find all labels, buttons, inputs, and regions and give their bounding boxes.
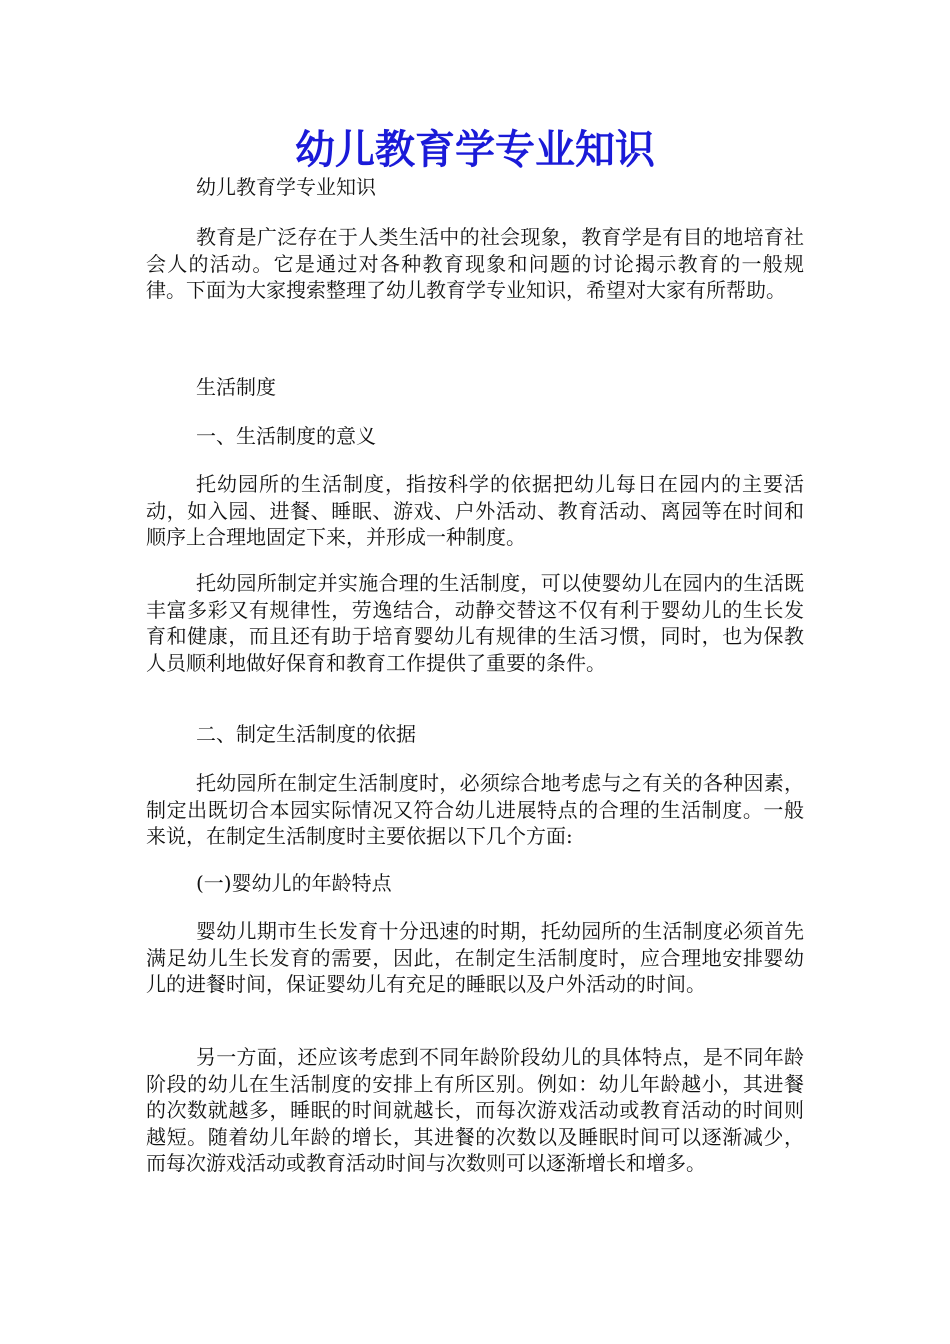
document-subtitle: 幼儿教育学专业知识: [196, 175, 376, 199]
paragraph-age-differences: 另一方面，还应该考虑到不同年龄阶段幼儿的具体特点，是不同年龄阶段的幼儿在生活制度的安排上有所区别。例如：幼儿年龄越小，其进餐的次数就越多，睡眠的时间就越长，而每次游戏活动或教育活动的时间则越短。随着幼儿年龄的增长，其进餐的次数以及睡眠时间可以逐渐减少，而每次游戏活动或教育活动时间与次数则可以逐渐增长和增多。: [146, 1045, 804, 1175]
heading-meaning: 一、生活制度的意义: [196, 424, 376, 448]
heading-age-characteristics: (一)婴幼儿的年龄特点: [196, 871, 392, 895]
section-heading: 生活制度: [196, 375, 276, 399]
intro-paragraph: 教育是广泛存在于人类生活中的社会现象，教育学是有目的地培育社会人的活动。它是通过对各种教育现象和问题的讨论揭示教育的一般规律。下面为大家搜索整理了幼儿教育学专业知识，希望对大家有所帮助。: [146, 225, 804, 302]
paragraph-benefits: 托幼园所制定并实施合理的生活制度，可以使婴幼儿在园内的生活既丰富多彩又有规律性，劳逸结合，动静交替这不仅有利于婴幼儿的生长发育和健康，而且还有助于培育婴幼儿有规律的生活习惯，同时，也为保教人员顺利地做好保育和教育工作提供了重要的条件。: [146, 571, 804, 675]
paragraph-basis: 托幼园所在制定生活制度时，必须综合地考虑与之有关的各种因素，制定出既切合本园实际情况又符合幼儿进展特点的合理的生活制度。一般来说，在制定生活制度时主要依据以下几个方面:: [146, 771, 804, 848]
heading-basis: 二、制定生活制度的依据: [196, 722, 416, 746]
paragraph-growth: 婴幼儿期市生长发育十分迅速的时期，托幼园所的生活制度必须首先满足幼儿生长发育的需要，因此，在制定生活制度时，应合理地安排婴幼儿的进餐时间，保证婴幼儿有充足的睡眠以及户外活动的时间。: [146, 919, 804, 996]
document-title: 幼儿教育学专业知识: [295, 126, 655, 173]
paragraph-definition: 托幼园所的生活制度，指按科学的依据把幼儿每日在园内的主要活动，如入园、进餐、睡眠、游戏、户外活动、教育活动、离园等在时间和顺序上合理地固定下来，并形成一种制度。: [146, 472, 804, 549]
